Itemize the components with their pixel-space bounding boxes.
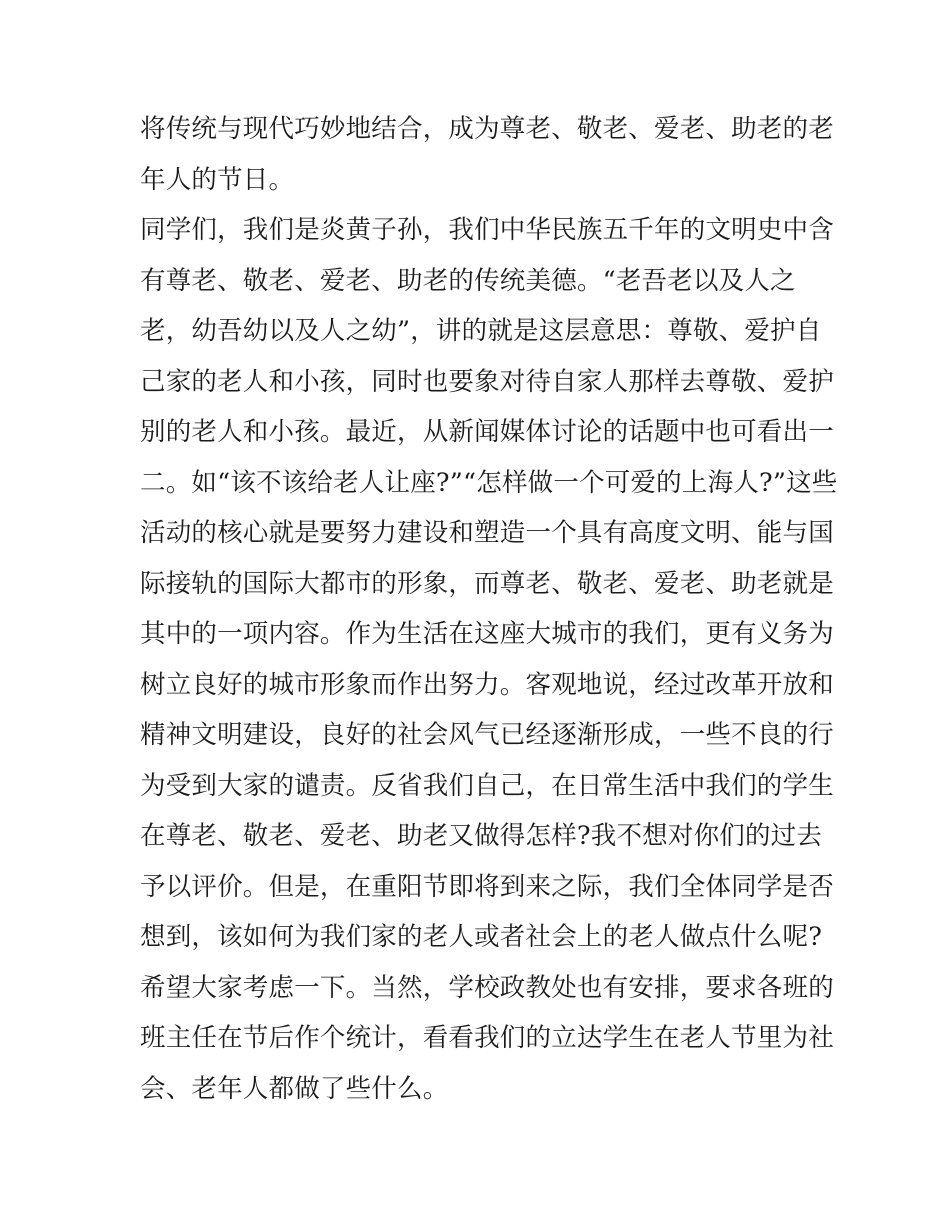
text-line: 其中的一项内容。作为生活在这座大城市的我们，更有义务为 <box>140 619 834 649</box>
text-line: 在尊老、敬老、爱老、助老又做得怎样?我不想对你们的过去 <box>140 821 823 851</box>
text-line: 予以评价。但是，在重阳节即将到来之际，我们全体同学是否 <box>140 871 834 902</box>
text-line: 际接轨的国际大都市的形象，而尊老、敬老、爱老、助老就是 <box>140 568 834 599</box>
text-line: 会、老年人都做了些什么。 <box>140 1073 449 1104</box>
text-line: 为受到大家的谴责。反省我们自己，在日常生活中我们的学生 <box>140 770 834 801</box>
text-line: 活动的核心就是要努力建设和塑造一个具有高度文明、能与国 <box>140 518 834 548</box>
text-line: 想到，该如何为我们家的老人或者社会上的老人做点什么呢? <box>140 922 823 952</box>
text-line: 己家的老人和小孩，同时也要象对待自家人那样去尊敬、爱护 <box>140 366 834 397</box>
text-line: 有尊老、敬老、爱老、助老的传统美德。“老吾老以及人之 <box>140 265 796 296</box>
text-line: 将传统与现代巧妙地结合，成为尊老、敬老、爱老、助老的老 <box>140 114 834 144</box>
text-line: 希望大家考虑一下。当然，学校政教处也有安排，要求各班的 <box>140 972 834 1003</box>
document-body <box>140 104 838 1114</box>
text-line: 树立良好的城市形象而作出努力。客观地说，经过改革开放和 <box>140 669 834 700</box>
text-line: 别的老人和小孩。最近，从新闻媒体讨论的话题中也可看出一 <box>140 417 834 447</box>
text-line: 班主任在节后作个统计，看看我们的立达学生在老人节里为社 <box>140 1023 834 1053</box>
text-line: 二。如“该不该给老人让座?”“怎样做一个可爱的上海人?”这些 <box>140 467 838 498</box>
text-line: 年人的节日。 <box>140 164 295 195</box>
text-line: 精神文明建设，良好的社会风气已经逐渐形成，一些不良的行 <box>140 720 834 750</box>
text-line: 同学们，我们是炎黄子孙，我们中华民族五千年的文明史中含 <box>140 215 834 245</box>
text-line: 老，幼吾幼以及人之幼”，讲的就是这层意思：尊敬、爱护自 <box>140 316 822 346</box>
